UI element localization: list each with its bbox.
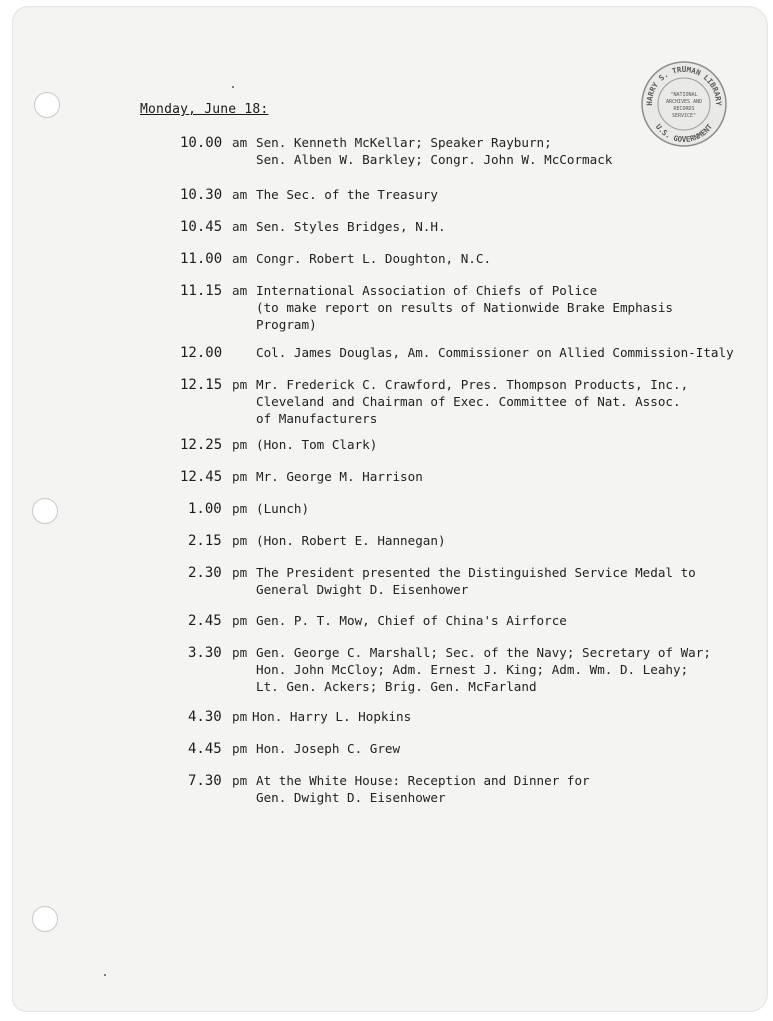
- entry-description: [256, 344, 734, 361]
- entry-time-suffix: am: [232, 251, 248, 266]
- entry-time-suffix: pm: [232, 773, 248, 788]
- entry-description-line: Gen. P. T. Mow, Chief of China's Airforce: [256, 613, 567, 628]
- entry-description-line: Program): [256, 317, 317, 332]
- entry-time: 7.30: [188, 773, 222, 789]
- paper-speck: [232, 86, 234, 88]
- entry-description: [256, 644, 711, 695]
- entry-time: 2.45: [188, 613, 222, 629]
- schedule-entry: [188, 612, 567, 630]
- schedule-day-heading: Monday, June 18:: [140, 102, 269, 117]
- entry-description-line: Mr. George M. Harrison: [256, 469, 423, 484]
- entry-description-line: Hon. Harry L. Hopkins: [252, 709, 412, 724]
- schedule-entry: [180, 436, 378, 454]
- entry-description-line: (Hon. Tom Clark): [256, 437, 378, 452]
- stamp-center-line: RECORDS: [673, 106, 695, 112]
- schedule-entry: [180, 344, 734, 362]
- entry-time: 12.25: [180, 437, 223, 453]
- entry-description: [256, 186, 438, 203]
- schedule-entry: [180, 468, 423, 486]
- entry-description-line: Gen. Dwight D. Eisenhower: [256, 790, 446, 805]
- entry-description: [256, 134, 612, 168]
- entry-time-suffix: pm: [232, 709, 248, 724]
- entry-description-line: Gen. George C. Marshall; Sec. of the Navy; Secretary of War;: [256, 645, 711, 660]
- stamp-bottom-text: U.S. GOVERNMENT: [653, 122, 715, 144]
- entry-time: 11.15: [180, 283, 223, 299]
- schedule-entry: [188, 532, 446, 550]
- entry-description: [256, 282, 673, 333]
- entry-time: 12.15: [180, 377, 223, 393]
- schedule-entry: [188, 708, 412, 726]
- entry-time: 2.30: [188, 565, 222, 581]
- entry-time: 10.45: [180, 219, 223, 235]
- entry-time: 4.45: [188, 741, 222, 757]
- entry-description-line: of Manufacturers: [256, 411, 378, 426]
- entry-description-line: Hon. John McCloy; Adm. Ernest J. King; Adm. Wm. D. Leahy;: [256, 662, 689, 677]
- entry-time: 12.00: [180, 345, 223, 361]
- entry-description: [256, 376, 688, 427]
- entry-description: [256, 436, 377, 453]
- stamp-top-text: HARRY S. TRUMAN LIBRARY: [644, 65, 724, 106]
- entry-description: [256, 218, 446, 235]
- entry-time-suffix: am: [232, 219, 248, 234]
- entry-description-line: International Association of Chiefs of Police: [256, 283, 598, 298]
- entry-description: [256, 612, 567, 629]
- entry-time-suffix: pm: [232, 469, 248, 484]
- schedule-entry: [180, 134, 613, 167]
- entry-description: [256, 772, 590, 806]
- punch-hole: [32, 906, 58, 932]
- entry-description-line: The Sec. of the Treasury: [256, 187, 438, 202]
- entry-description-line: Cleveland and Chairman of Exec. Committee of Nat. Assoc.: [256, 394, 681, 409]
- schedule-entry: [180, 250, 492, 268]
- entry-time-suffix: pm: [232, 645, 248, 660]
- schedule-entry: [188, 500, 310, 518]
- entry-time: 11.00: [180, 251, 223, 267]
- entry-time: 2.15: [188, 533, 222, 549]
- entry-time: 3.30: [188, 645, 222, 661]
- entry-description-line: The President presented the Distinguished Service Medal to: [256, 565, 696, 580]
- entry-time: 4.30: [188, 709, 222, 725]
- entry-description-line: Sen. Styles Bridges, N.H.: [256, 219, 446, 234]
- entry-time-suffix: am: [232, 283, 248, 298]
- entry-description: [256, 564, 696, 598]
- schedule-entry: [188, 772, 590, 805]
- entry-time-suffix: pm: [232, 377, 248, 392]
- entry-description-line: Congr. Robert L. Doughton, N.C.: [256, 251, 492, 266]
- entry-time-suffix: pm: [232, 565, 248, 580]
- schedule-entry: [188, 644, 711, 694]
- document-page: [12, 6, 768, 1012]
- schedule-entry: [188, 740, 401, 758]
- entry-description-line: (Lunch): [256, 501, 310, 516]
- entry-time: 12.45: [180, 469, 223, 485]
- entry-description-line: (to make report on results of Nationwide Brake Emphasis: [256, 300, 674, 315]
- entry-description: [256, 250, 491, 267]
- entry-time-suffix: pm: [232, 501, 248, 516]
- entry-time-suffix: pm: [232, 741, 248, 756]
- schedule-entry: [180, 376, 689, 426]
- entry-time-suffix: am: [232, 187, 248, 202]
- entry-time: 10.00: [180, 135, 223, 151]
- entry-description-line: General Dwight D. Eisenhower: [256, 582, 469, 597]
- schedule-entry: [180, 218, 446, 236]
- stamp-center-line: SERVICE": [671, 113, 697, 119]
- entry-time: 1.00: [188, 501, 222, 517]
- entry-time: 10.30: [180, 187, 223, 203]
- entry-description-line: (Hon. Robert E. Hannegan): [256, 533, 446, 548]
- entry-description-line: Mr. Frederick C. Crawford, Pres. Thompson Products, Inc.,: [256, 377, 689, 392]
- entry-description: [256, 532, 446, 549]
- entry-time-suffix: pm: [232, 533, 248, 548]
- entry-description: [256, 500, 309, 517]
- schedule-entry: [188, 564, 696, 597]
- entry-description-line: Hon. Joseph C. Grew: [256, 741, 401, 756]
- entry-description-line: Sen. Alben W. Barkley; Congr. John W. McCormack: [256, 152, 613, 167]
- entry-description-line: Lt. Gen. Ackers; Brig. Gen. McFarland: [256, 679, 537, 694]
- entry-description: [252, 708, 411, 725]
- paper-speck: [104, 974, 106, 976]
- entry-time-suffix: pm: [232, 437, 248, 452]
- schedule-entry: [180, 186, 438, 204]
- stamp-center-line: ARCHIVES AND: [665, 99, 703, 105]
- entry-description: [256, 468, 423, 485]
- entry-description-line: Col. James Douglas, Am. Commissioner on Allied Commission-Italy: [256, 345, 734, 360]
- punch-hole: [32, 498, 58, 524]
- punch-hole: [34, 92, 60, 118]
- entry-time-suffix: pm: [232, 613, 248, 628]
- entry-description-line: Sen. Kenneth McKellar; Speaker Rayburn;: [256, 135, 552, 150]
- archive-stamp-seal: [640, 60, 728, 148]
- entry-description-line: At the White House: Reception and Dinner for: [256, 773, 590, 788]
- stamp-center-line: "NATIONAL: [670, 92, 698, 98]
- entry-description: [256, 740, 400, 757]
- schedule-entry: [180, 282, 674, 332]
- entry-time-suffix: am: [232, 135, 248, 150]
